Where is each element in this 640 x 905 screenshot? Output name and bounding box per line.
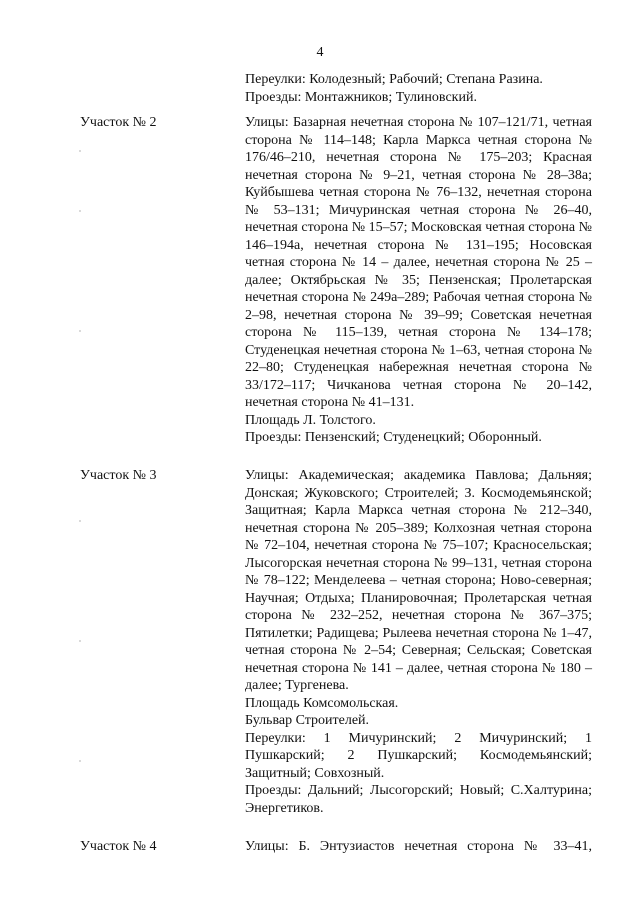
streets-paragraph: Улицы: Базарная нечетная сторона № 107–121/71, четная сторона № 114–148; Карла Маркса четная сторона № 176/46–210, нечетная сторона № 175–203; Красная нечетная сторона № 9–21, четная сторона № 28–38а; Куйбышева четная сторона № 76–132, нечетная сторона № 53–131; Мичуринская четная сторона № 26–40, нечетная сторона № 15–57; Московская четная сторона № 146–194а, нечетная сторона № 131–195; Носовская четная сторона № 14 – далее, нечетная сторона № 25 – далее; Октябрьская № 35; Пензенская; Пролетарская нечетная сторона № 249а–289; Рабочая четная сторона № 2–98, нечетная сторона № 39–99; Советская нечетная сторона № 115–139, четная сторона № 134–178; Студенецкая нечетная сторона № 1–63, четная сторона № 22–80; Студенецкая набережная нечетная сторона № 33/172–117; Чичканова четная сторона № 20–142, нечетная сторона № 41–131. (245, 115, 592, 410)
scan-mark (79, 760, 81, 762)
section-content (245, 467, 592, 817)
section-content (245, 114, 592, 447)
boulevard-line: Бульвар Строителей. (245, 713, 370, 728)
passages-line: Проезды: Монтажников; Тулиновский. (245, 89, 477, 105)
passages-paragraph: Проезды: Дальний; Лысогорский; Новый; С.Халтурина; Энергетиков. (245, 783, 592, 816)
lanes-paragraph: Переулки: 1 Мичуринский; 2 Мичуринский; 1 Пушкарский; 2 Пушкарский; Космодемьянский; Защитный; Совхозный. (245, 730, 592, 781)
section-label: Участок № 2 (80, 115, 157, 130)
section-label: Участок № 3 (80, 468, 157, 483)
scan-mark (79, 210, 81, 212)
scan-mark (79, 150, 81, 152)
streets-paragraph: Улицы: Академическая; академика Павлова; Дальняя; Донская; Жуковского; Строителей; З. Космодемьянской; Защитная; Карла Маркса четная сторона № 212–340, нечетная сторона № 205–389; Колхозная четная сторона № 72–104, нечетная сторона № 75–107; Красносельская; Лысогорская нечетная сторона № 99–131, четная сторона № 78–122; Менделеева – четная сторона; Ново-северная; Научная; Отдыха; Планировочная; Пролетарская четная сторона № 232–252, нечетная сторона № 367–375; Пятилетки; Радищева; Рылеева нечетная сторона № 1–47, четная сторона № 2–54; Северная; Сельская; Советская нечетная сторона № 141 – далее, четная сторона № 180 – далее; Тургенева. (245, 468, 592, 693)
page-number: 4 (316, 45, 324, 60)
top-block (245, 71, 592, 106)
section-label: Участок № 4 (80, 839, 157, 854)
streets-paragraph: Улицы: Б. Энтузиастов нечетная сторона № 33–41, (245, 839, 592, 854)
square-line: Площадь Комсомольская. (245, 695, 399, 711)
scan-mark (79, 640, 81, 642)
square-line: Площадь Л. Толстого. (245, 412, 376, 428)
section-content (245, 838, 592, 856)
scan-mark (79, 520, 81, 522)
scan-mark (79, 330, 81, 332)
lanes-line: Переулки: Колодезный; Рабочий; Степана Разина. (245, 72, 543, 87)
passages-line: Проезды: Пензенский; Студенецкий; Оборонный. (245, 430, 542, 445)
